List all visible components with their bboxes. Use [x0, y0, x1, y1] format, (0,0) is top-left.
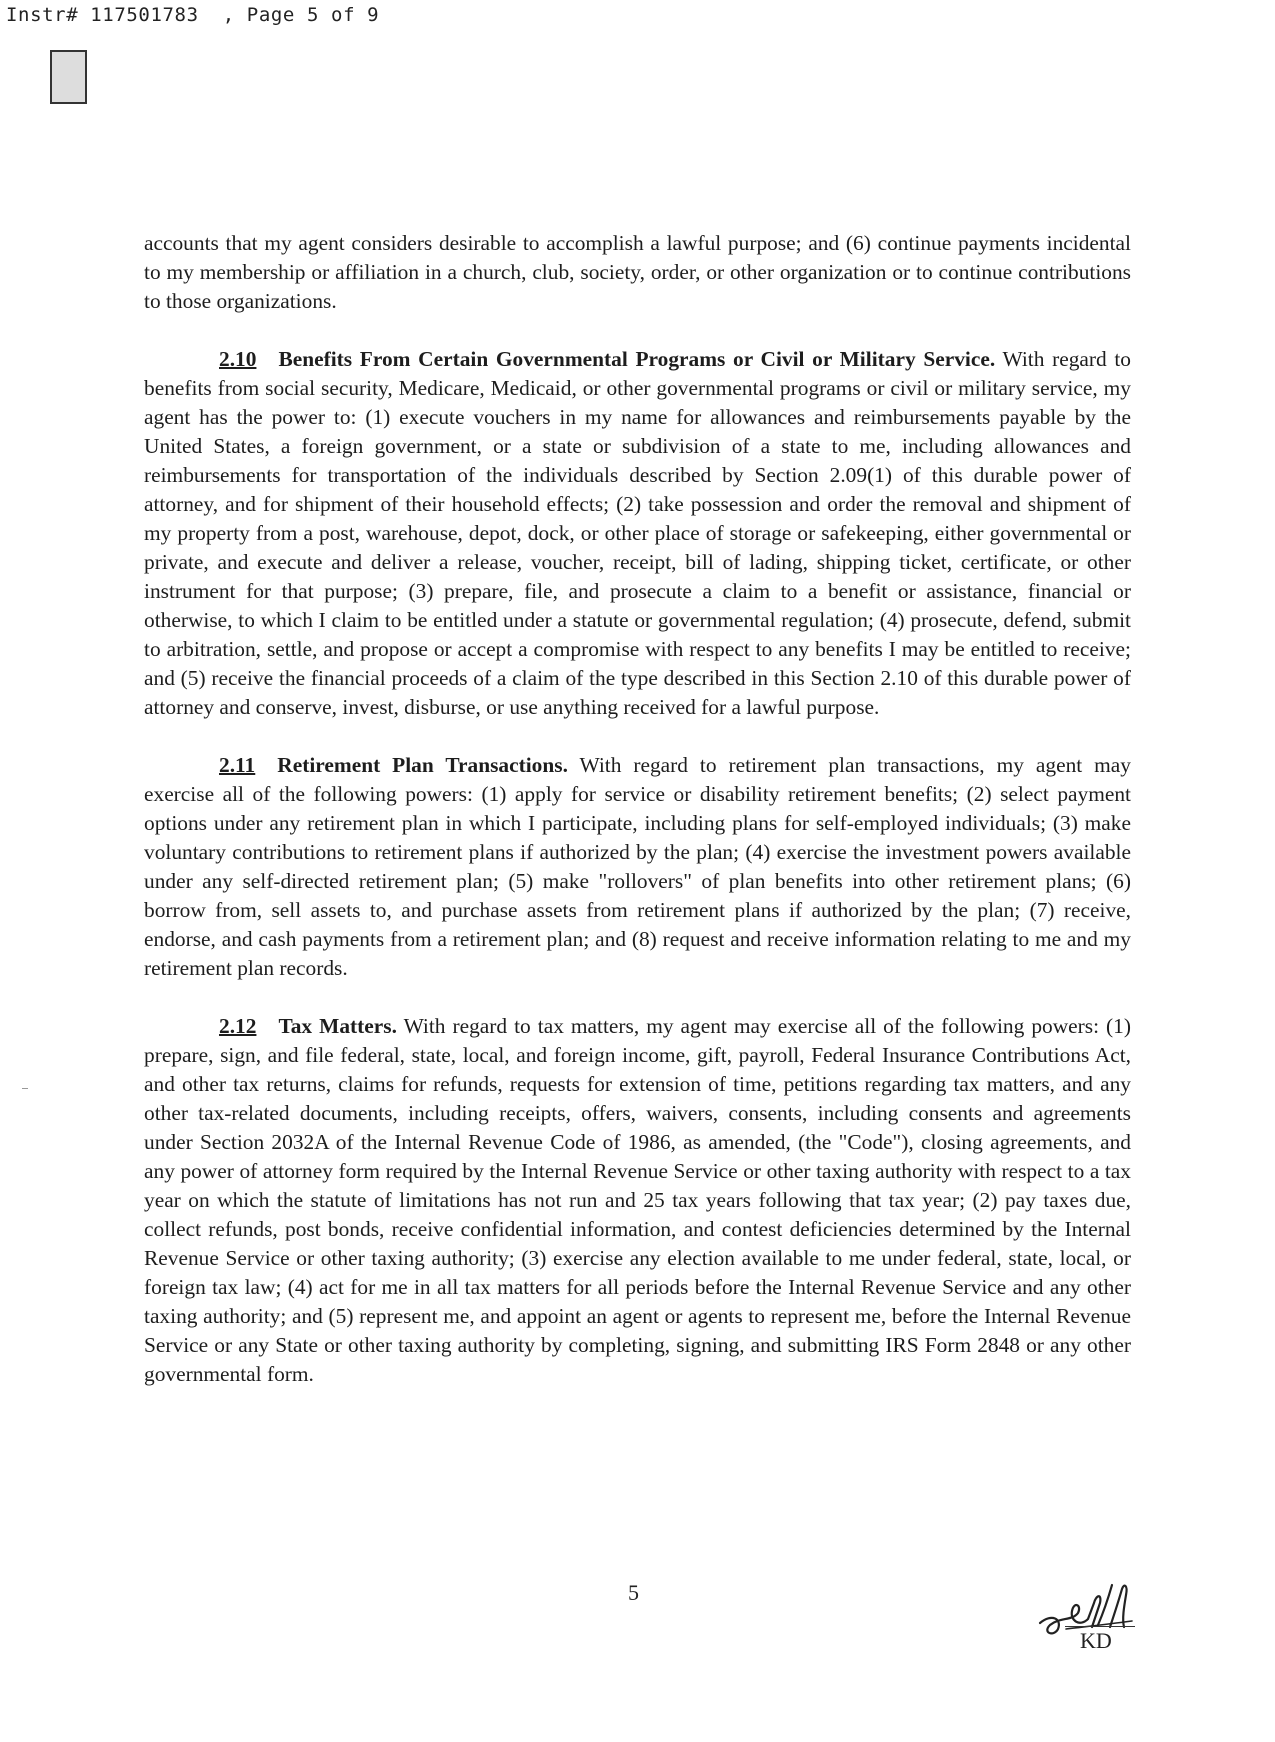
section-number: 2.10 [219, 347, 257, 371]
section-text: With regard to tax matters, my agent may exercise all of the following powers: (1) prepare, sign, and file federal, state, local, and foreign income, gift, payroll, Federal Insurance Contributions Act, and other tax returns, claims for refunds, requests for extension of time, petitions regarding tax matters, and any other tax-related documents, including receipts, offers, waivers, consents, including consents and agreements under Section 2032A of the Internal Revenue Code of 1986, as amended, (the "Code"), closing agreements, and any power of attorney form required by the Internal Revenue Service or other taxing authority with respect to a tax year on which the statute of limitations has not run and 25 tax years following that tax year; (2) pay taxes due, collect refunds, post bonds, receive confidential information, and contest deficiencies determined by the Internal Revenue Service or other taxing authority; (3) exercise any election available to me under federal, state, local, or foreign tax law; (4) act for me in all tax matters for all periods before the Internal Revenue Service and any other taxing authority; and (5) represent me, and appoint an agent or agents to represent me, before the Internal Revenue Service or any State or other taxing authority by completing, signing, and submitting IRS Form 2848 or any other governmental form. [144, 1014, 1131, 1386]
section-number: 2.11 [219, 753, 256, 777]
section-title: Tax Matters. [278, 1014, 397, 1038]
section-text: With regard to retirement plan transactions, my agent may exercise all of the following powers: (1) apply for service or disability retirement benefits; (2) select payment options under any retirement plan in which I participate, including plans for self-employed individuals; (3) make voluntary contributions to retirement plans if authorized by the plan; (4) exercise the investment powers available under any self-directed retirement plan; (5) make "rollovers" of plan benefits into other retirement plans; (6) borrow from, sell assets to, and purchase assets from retirement plans if authorized by the plan; (7) receive, endorse, and cash payments from a retirement plan; and (8) request and receive information relating to me and my retirement plan records. [144, 753, 1131, 980]
recording-stamp-box [50, 50, 87, 104]
margin-mark [22, 1088, 28, 1089]
page-number: 5 [628, 1580, 639, 1605]
intro-paragraph: accounts that my agent considers desirable to accomplish a lawful purpose; and (6) continue payments incidental to my membership or affiliation in a church, club, society, order, or other organization or to continue contributions to those organizations. [144, 231, 1131, 313]
section-text: With regard to benefits from social security, Medicare, Medicaid, or other governmental programs or civil or military service, my agent has the power to: (1) execute vouchers in my name for allowances and reimbursements payable by the United States, a foreign government, or a state or subdivision of a state to me, including allowances and reimbursements for transportation of the individuals described by Section 2.09(1) of this durable power of attorney, and for shipment of their household effects; (2) take possession and order the removal and shipment of my property from a post, warehouse, depot, dock, or other place of storage or safekeeping, either governmental or private, and execute and deliver a release, voucher, receipt, bill of lading, shipping ticket, certificate, or other instrument for that purpose; (3) prepare, file, and prosecute a claim to a benefit or assistance, financial or otherwise, to which I claim to be entitled under a statute or governmental regulation; (4) prosecute, defend, submit to arbitration, settle, and propose or accept a compromise with respect to any benefits I may be entitled to receive; and (5) receive the financial proceeds of a claim of the type described in this Section 2.10 of this durable power of attorney and conserve, invest, disburse, or use anything received for a lawful purpose. [144, 347, 1132, 719]
document-body [144, 229, 1131, 1389]
initials-line [1065, 1626, 1135, 1627]
initials-label: KD [1080, 1628, 1112, 1653]
section-2-11 [144, 751, 1131, 983]
instrument-header: Instr# 117501783 , Page 5 of 9 [6, 4, 380, 26]
section-title: Benefits From Certain Governmental Programs or Civil or Military Service. [278, 347, 996, 371]
section-number: 2.12 [219, 1014, 257, 1038]
section-2-10 [144, 345, 1131, 722]
section-2-12 [144, 1012, 1131, 1389]
section-title: Retirement Plan Transactions. [277, 753, 568, 777]
